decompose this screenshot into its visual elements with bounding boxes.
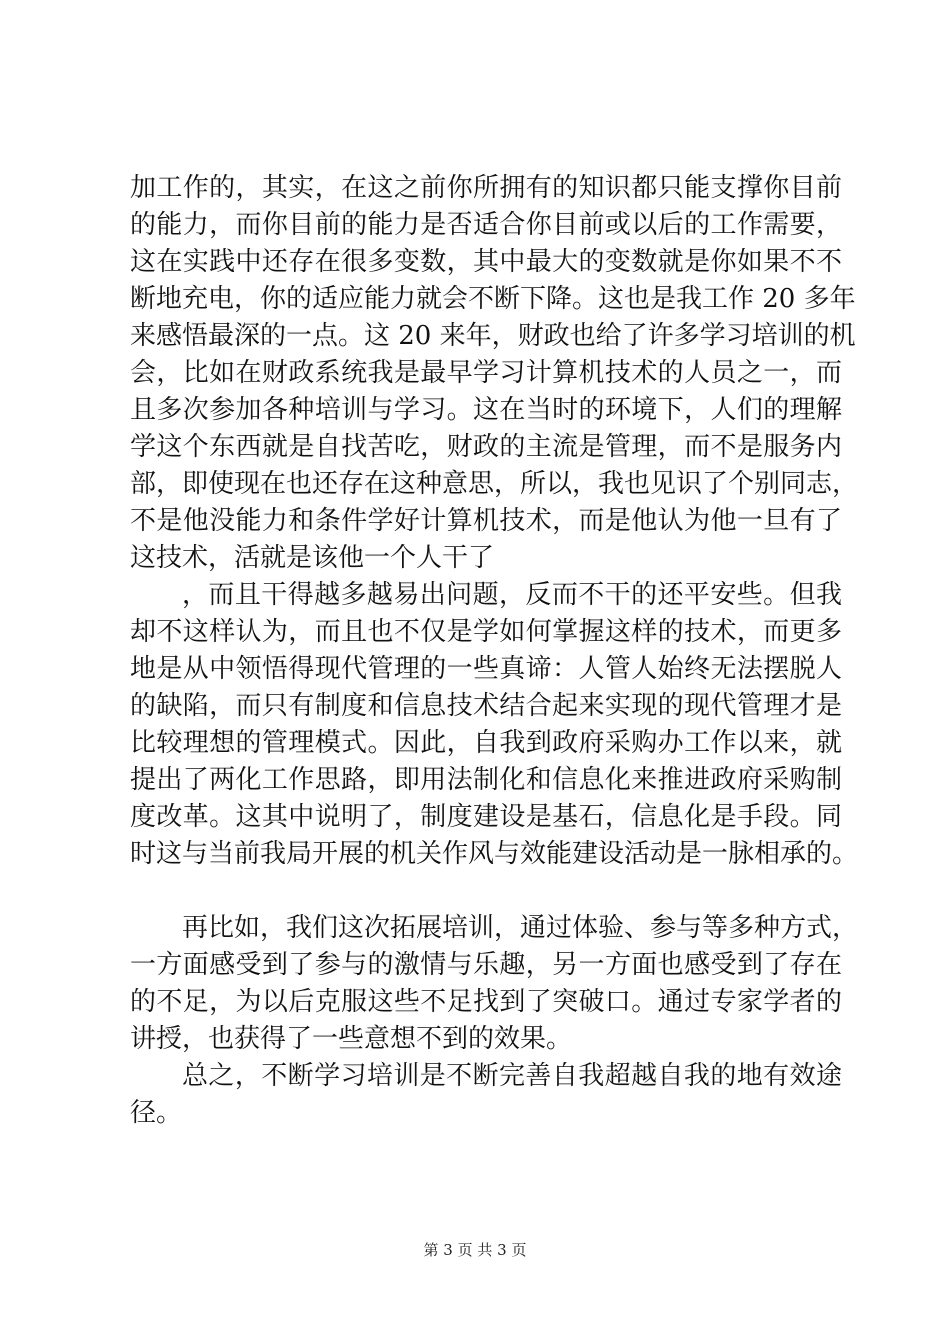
paragraph xyxy=(130,910,859,1058)
page-footer: 第 3 页 共 3 页 xyxy=(423,1241,527,1259)
text-line: 再比如，我们这次拓展培训，通过体验、参与等多种方式， xyxy=(182,913,859,943)
text-line: 却不这样认为，而且也不仅是学如何掌握这样的技术，而更多 xyxy=(130,617,842,647)
text-line: 不是他没能力和条件学好计算机技术，而是他认为他一旦有了 xyxy=(130,506,842,536)
text-line: ，而且干得越多越易出问题，反而不干的还平安些。但我 xyxy=(182,580,842,610)
text-line: 加工作的，其实，在这之前你所拥有的知识都只能支撑你目前 xyxy=(130,173,842,203)
text-line: 提出了两化工作思路，即用法制化和信息化来推进政府采购制 xyxy=(130,765,842,795)
text-line: 断地充电，你的适应能力就会不断下降。这也是我工作 20 多年 xyxy=(130,284,856,314)
text-line: 径。 xyxy=(130,1098,183,1128)
text-line: 这在实践中还存在很多变数，其中最大的变数就是你如果不不 xyxy=(130,247,842,277)
paragraph xyxy=(130,1058,842,1132)
text-line: 且多次参加各种培训与学习。这在当时的环境下，人们的理解 xyxy=(130,395,842,425)
text-line: 的不足，为以后克服这些不足找到了突破口。通过专家学者的 xyxy=(130,987,842,1017)
paragraph xyxy=(130,170,859,577)
text-line: 学这个东西就是自找苦吃，财政的主流是管理，而不是服务内 xyxy=(130,432,842,462)
text-line: 地是从中领悟得现代管理的一些真谛：人管人始终无法摆脱人 xyxy=(130,654,842,684)
text-line: 比较理想的管理模式。因此，自我到政府采购办工作以来，就 xyxy=(130,728,842,758)
document-body xyxy=(130,170,859,1132)
text-line: 的能力，而你目前的能力是否适合你目前或以后的工作需要， xyxy=(130,210,842,240)
paragraph-spacer xyxy=(130,873,842,910)
text-line: 时这与当前我局开展的机关作风与效能建设活动是一脉相承的。 xyxy=(130,839,859,869)
text-line: 总之，不断学习培训是不断完善自我超越自我的地有效途 xyxy=(182,1061,842,1091)
text-line: 度改革。这其中说明了，制度建设是基石，信息化是手段。同 xyxy=(130,802,842,832)
text-line: 讲授，也获得了一些意想不到的效果。 xyxy=(130,1024,573,1054)
paragraph xyxy=(130,577,859,873)
text-line: 部，即使现在也还存在这种意思，所以，我也见识了个别同志， xyxy=(130,469,859,499)
text-line: 来感悟最深的一点。这 20 来年，财政也给了许多学习培训的机 xyxy=(130,321,856,351)
text-line: 会，比如在财政系统我是最早学习计算机技术的人员之一，而 xyxy=(130,358,842,388)
text-line: 的缺陷，而只有制度和信息技术结合起来实现的现代管理才是 xyxy=(130,691,842,721)
text-line: 一方面感受到了参与的激情与乐趣，另一方面也感受到了存在 xyxy=(130,950,842,980)
text-line: 这技术，活就是该他一个人干了 xyxy=(130,543,495,573)
